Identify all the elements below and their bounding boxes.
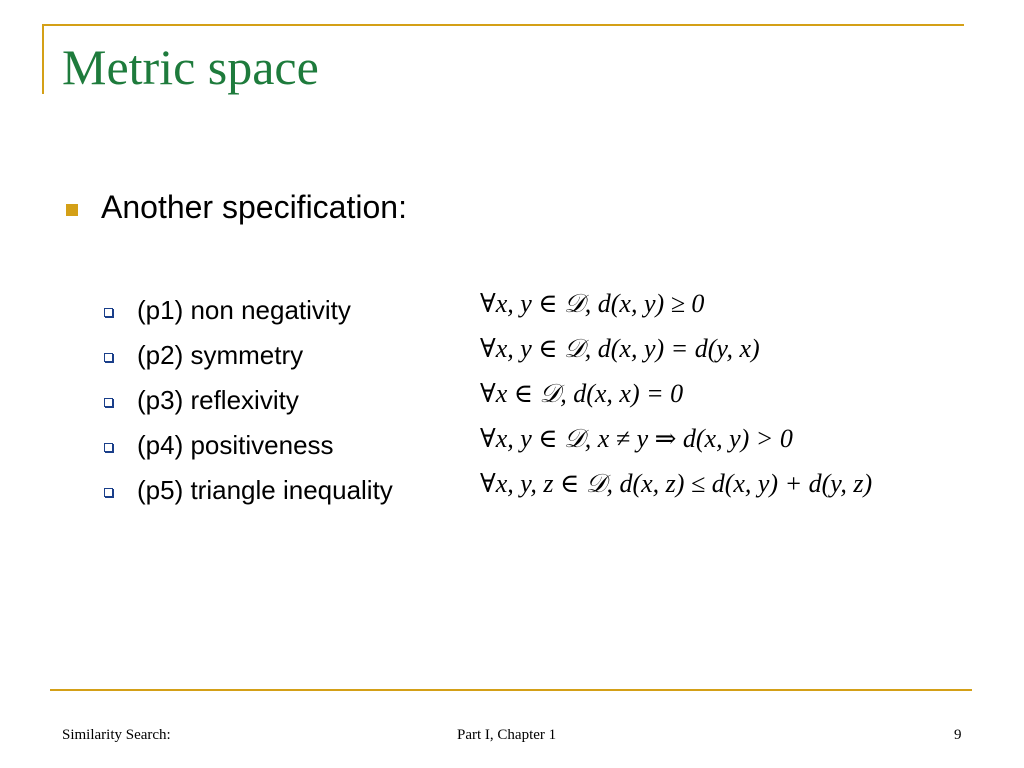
property-label: (p1) non negativity bbox=[137, 295, 351, 325]
hollow-square-bullet-icon bbox=[104, 353, 113, 362]
hollow-square-bullet-icon bbox=[104, 398, 113, 407]
property-formula: ∀x, y, z ∈ 𝒟, d(x, z) ≤ d(x, y) + d(y, z) bbox=[480, 469, 873, 498]
left-frame-line bbox=[42, 24, 44, 94]
property-row-p1 bbox=[0, 289, 1024, 336]
main-bullet-text: Another specification: bbox=[101, 189, 407, 225]
hollow-square-bullet-icon bbox=[104, 308, 113, 317]
property-label: (p5) triangle inequality bbox=[137, 475, 393, 505]
property-label: (p4) positiveness bbox=[137, 430, 334, 460]
property-formula: ∀x, y ∈ 𝒟, d(x, y) = d(y, x) bbox=[480, 334, 760, 363]
property-row-p5 bbox=[0, 469, 1024, 516]
page-number: 9 bbox=[954, 727, 962, 743]
property-formula: ∀x, y ∈ 𝒟, x ≠ y ⇒ d(x, y) > 0 bbox=[480, 424, 793, 453]
property-row-p4 bbox=[0, 424, 1024, 471]
footer-center-text: Part I, Chapter 1 bbox=[457, 727, 557, 743]
hollow-square-bullet-icon bbox=[104, 488, 113, 497]
square-bullet-icon bbox=[66, 204, 78, 216]
footer-left-text: Similarity Search: bbox=[62, 727, 171, 743]
property-formula: ∀x ∈ 𝒟, d(x, x) = 0 bbox=[480, 379, 684, 408]
hollow-square-bullet-icon bbox=[104, 443, 113, 452]
property-row-p2 bbox=[0, 334, 1024, 381]
property-formula: ∀x, y ∈ 𝒟, d(x, y) ≥ 0 bbox=[480, 289, 705, 318]
property-label: (p3) reflexivity bbox=[137, 385, 299, 415]
top-frame-line bbox=[42, 24, 964, 26]
slide-title: Metric space bbox=[62, 39, 319, 95]
property-label: (p2) symmetry bbox=[137, 340, 304, 370]
footer-divider bbox=[50, 689, 972, 691]
property-row-p3 bbox=[0, 379, 1024, 426]
